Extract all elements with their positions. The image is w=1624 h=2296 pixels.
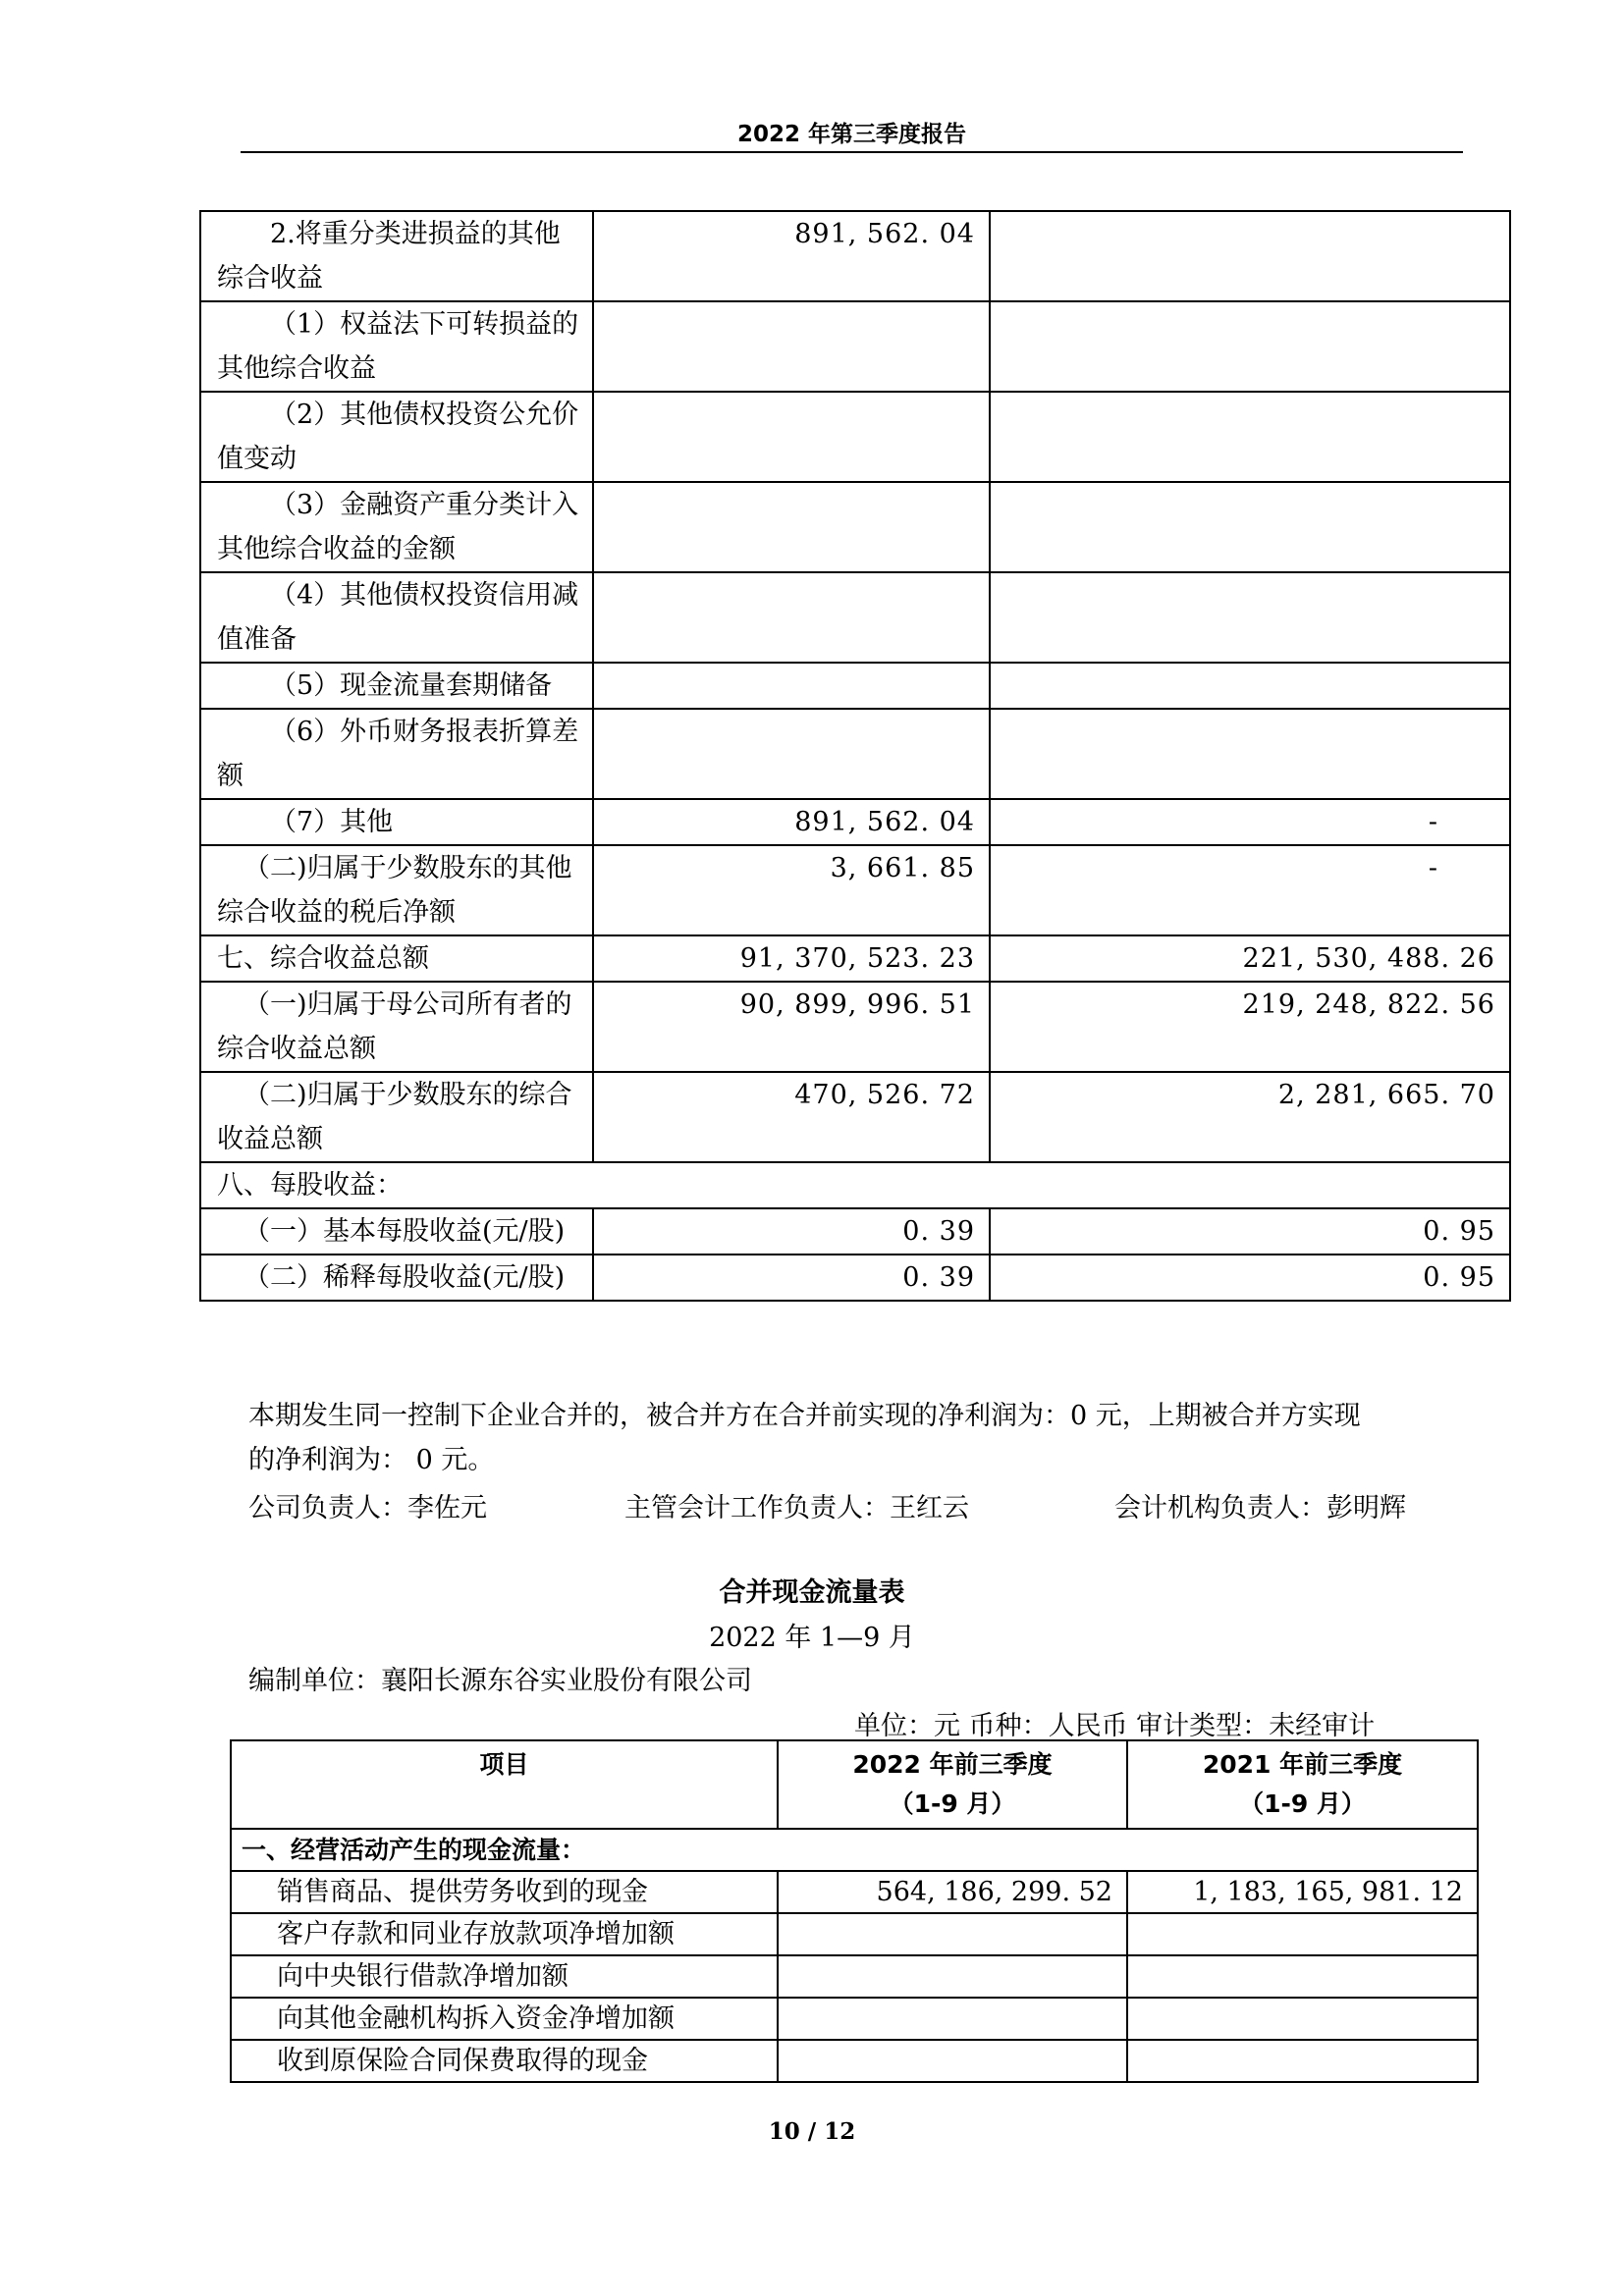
prior-period-value: 0. 95 — [990, 1208, 1510, 1255]
current-period-value — [778, 1955, 1127, 1998]
current-period-value — [593, 301, 990, 392]
prior-period-value — [990, 301, 1510, 392]
table-row — [200, 709, 1510, 799]
current-period-value — [593, 709, 990, 799]
row-label: （6）外币财务报表折算差额 — [200, 709, 593, 799]
cashflow-header-row — [231, 1740, 1478, 1829]
current-period-value: 564, 186, 299. 52 — [778, 1871, 1127, 1913]
cashflow-title: 合并现金流量表 — [719, 1577, 905, 1608]
row-label: （二）稀释每股收益(元/股) — [200, 1255, 593, 1301]
table-row — [200, 663, 1510, 709]
current-period-value — [593, 392, 990, 482]
prior-period-value — [1127, 1913, 1478, 1955]
current-period-value — [778, 1913, 1127, 1955]
row-label: 销售商品、提供劳务收到的现金 — [231, 1871, 778, 1913]
merger-note-line1: 本期发生同一控制下企业合并的，被合并方在合并前实现的净利润为：0 元，上期被合并方实现 — [248, 1401, 1361, 1431]
current-period-value: 91, 370, 523. 23 — [593, 935, 990, 982]
prior-period-value: 2, 281, 665. 70 — [990, 1072, 1510, 1162]
prior-period-value — [1127, 1955, 1478, 1998]
header-prior-period: 2021 年前三季度 （1-9 月） — [1127, 1740, 1478, 1829]
prior-period-value — [990, 392, 1510, 482]
prior-period-value — [990, 663, 1510, 709]
row-label: （3）金融资产重分类计入其他综合收益的金额 — [200, 482, 593, 572]
prior-period-value — [1127, 1998, 1478, 2040]
current-period-value — [778, 1998, 1127, 2040]
table-row — [200, 1255, 1510, 1301]
row-label: （2）其他债权投资公允价值变动 — [200, 392, 593, 482]
current-period-value — [593, 572, 990, 663]
dept-head-signature: 会计机构负责人：彭明辉 — [1114, 1493, 1406, 1523]
current-period-value — [593, 482, 990, 572]
cashflow-table — [230, 1739, 1479, 2083]
row-label: （一)归属于母公司所有者的综合收益总额 — [200, 982, 593, 1072]
row-label: （1）权益法下可转损益的其他综合收益 — [200, 301, 593, 392]
table-row — [231, 1871, 1478, 1913]
page-header-title: 2022 年第三季度报告 — [736, 122, 967, 147]
current-period-value: 891, 562. 04 — [593, 211, 990, 301]
prior-period-value — [990, 211, 1510, 301]
row-label: （5）现金流量套期储备 — [200, 663, 593, 709]
table-row — [200, 572, 1510, 663]
section-operating-cashflow: 一、经营活动产生的现金流量： — [231, 1829, 1478, 1871]
prior-period-value — [990, 482, 1510, 572]
accounting-head-signature: 主管会计工作负责人：王红云 — [624, 1493, 969, 1523]
row-label: （4）其他债权投资信用减值准备 — [200, 572, 593, 663]
row-label: （二)归属于少数股东的其他综合收益的税后净额 — [200, 845, 593, 935]
current-period-value: 0. 39 — [593, 1255, 990, 1301]
section-row — [231, 1829, 1478, 1871]
header-current-period: 2022 年前三季度 （1-9 月） — [778, 1740, 1127, 1829]
prior-period-value: 0. 95 — [990, 1255, 1510, 1301]
table-row — [200, 845, 1510, 935]
table-row — [200, 982, 1510, 1072]
row-label: 2.将重分类进损益的其他综合收益 — [200, 211, 593, 301]
table-row — [200, 935, 1510, 982]
company-head-signature: 公司负责人：李佐元 — [248, 1493, 487, 1523]
compiler-unit: 编制单位：襄阳长源东谷实业股份有限公司 — [248, 1666, 752, 1696]
table-row — [200, 799, 1510, 845]
current-period-value: 470, 526. 72 — [593, 1072, 990, 1162]
row-label: （二)归属于少数股东的综合收益总额 — [200, 1072, 593, 1162]
current-period-value: 891, 562. 04 — [593, 799, 990, 845]
unit-currency-audit: 单位：元 币种：人民币 审计类型：未经审计 — [854, 1711, 1376, 1741]
header-item: 项目 — [231, 1740, 778, 1829]
row-label: 八、每股收益： — [200, 1162, 1510, 1208]
row-label: 客户存款和同业存放款项净增加额 — [231, 1913, 778, 1955]
current-period-value: 3, 661. 85 — [593, 845, 990, 935]
prior-period-value: 221, 530, 488. 26 — [990, 935, 1510, 982]
row-label: 向其他金融机构拆入资金净增加额 — [231, 1998, 778, 2040]
prior-period-value: 1, 183, 165, 981. 12 — [1127, 1871, 1478, 1913]
prior-period-value — [990, 572, 1510, 663]
row-label: （7）其他 — [200, 799, 593, 845]
row-label: 向中央银行借款净增加额 — [231, 1955, 778, 1998]
page-number: 10 / 12 — [768, 2118, 856, 2145]
table-row — [200, 1162, 1510, 1208]
table-row — [231, 2040, 1478, 2082]
table-row — [231, 1998, 1478, 2040]
prior-period-value: - — [990, 799, 1510, 845]
prior-period-value: 219, 248, 822. 56 — [990, 982, 1510, 1072]
current-period-value — [593, 663, 990, 709]
prior-period-value: - — [990, 845, 1510, 935]
table-row — [200, 1208, 1510, 1255]
cashflow-period: 2022 年 1—9 月 — [709, 1623, 915, 1653]
current-period-value: 0. 39 — [593, 1208, 990, 1255]
table-row — [200, 211, 1510, 301]
row-label: 七、综合收益总额 — [200, 935, 593, 982]
current-period-value: 90, 899, 996. 51 — [593, 982, 990, 1072]
row-label: （一）基本每股收益(元/股) — [200, 1208, 593, 1255]
table-row — [200, 392, 1510, 482]
header-rule — [241, 151, 1463, 153]
table-row — [200, 482, 1510, 572]
table-row — [200, 301, 1510, 392]
table-row — [200, 1072, 1510, 1162]
row-label: 收到原保险合同保费取得的现金 — [231, 2040, 778, 2082]
current-period-value — [778, 2040, 1127, 2082]
prior-period-value — [1127, 2040, 1478, 2082]
table-row — [231, 1913, 1478, 1955]
prior-period-value — [990, 709, 1510, 799]
table-row — [231, 1955, 1478, 1998]
merger-note-line2: 的净利润为： 0 元。 — [248, 1445, 495, 1475]
income-statement-table — [199, 210, 1511, 1302]
